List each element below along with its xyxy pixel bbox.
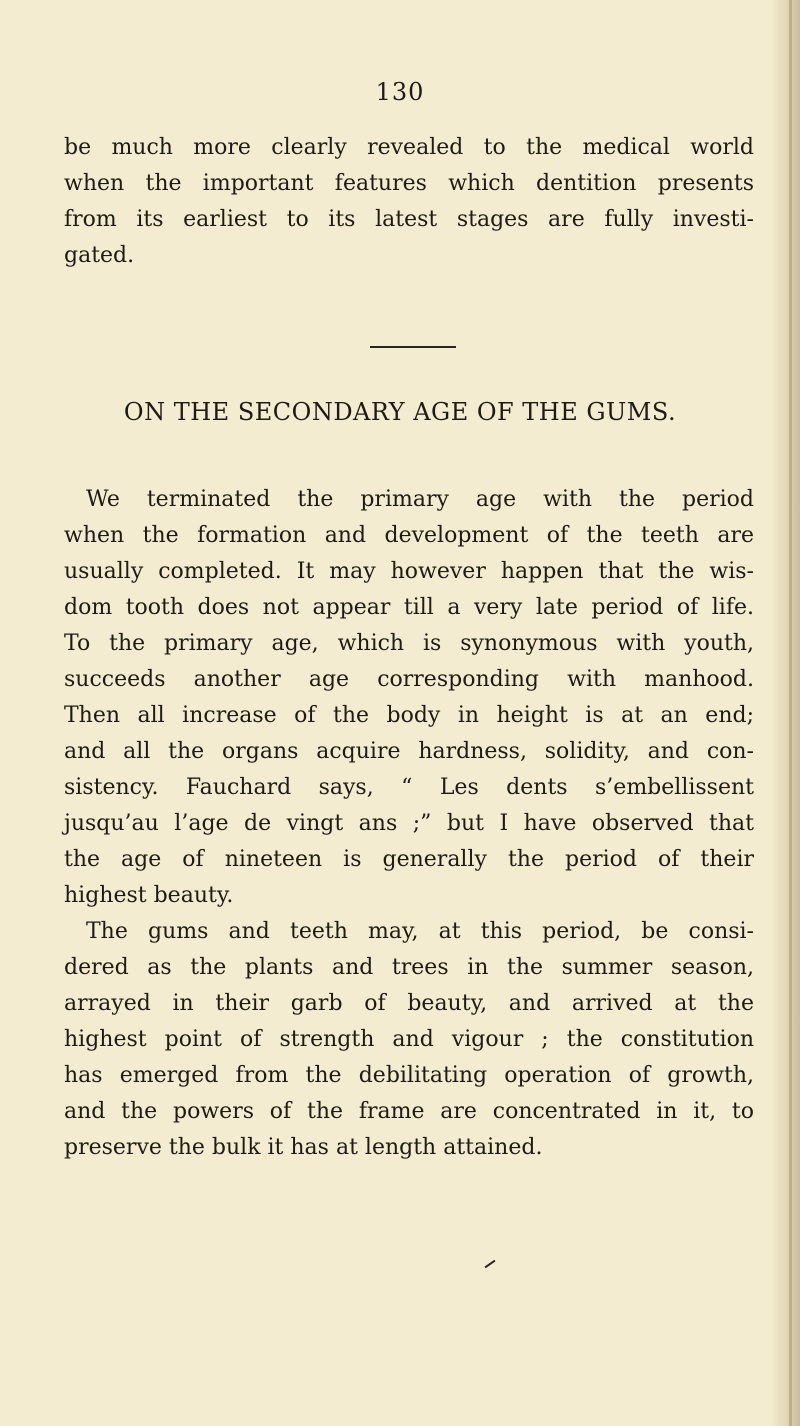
text-line: We terminated the primary age with the period bbox=[86, 487, 754, 512]
text-line: preserve the bulk it has at length attained. bbox=[64, 1135, 543, 1160]
page-edge bbox=[789, 0, 792, 1426]
text-line: gated. bbox=[64, 243, 135, 268]
stray-ink-mark bbox=[485, 1260, 496, 1269]
text-line: jusqu’au l’age de vingt ans ;” but I have observed that bbox=[64, 811, 754, 836]
opening-paragraph bbox=[64, 130, 754, 274]
text-line: from its earliest to its latest stages are fully investi- bbox=[64, 207, 754, 232]
text-line: be much more clearly revealed to the medical world bbox=[64, 135, 754, 160]
text-line: the age of nineteen is generally the period of their bbox=[64, 847, 754, 872]
text-line: has emerged from the debilitating operation of growth, bbox=[64, 1063, 754, 1088]
text-line: when the important features which dentition presents bbox=[64, 171, 754, 196]
text-line: and all the organs acquire hardness, solidity, and con- bbox=[64, 739, 754, 764]
paragraph-1 bbox=[64, 482, 754, 914]
section-divider bbox=[370, 346, 456, 348]
text-line: dered as the plants and trees in the summer season, bbox=[64, 955, 754, 980]
text-line: Then all increase of the body in height is at an end; bbox=[64, 703, 754, 728]
section-heading: ON THE SECONDARY AGE OF THE GUMS. bbox=[123, 398, 677, 426]
page-number: 130 bbox=[375, 78, 425, 106]
text-line: dom tooth does not appear till a very late period of life. bbox=[64, 595, 754, 620]
text-line: succeeds another age corresponding with manhood. bbox=[64, 667, 754, 692]
text-line: and the powers of the frame are concentrated in it, to bbox=[64, 1099, 754, 1124]
text-line: arrayed in their garb of beauty, and arrived at the bbox=[64, 991, 754, 1016]
text-line: The gums and teeth may, at this period, be consi- bbox=[86, 919, 754, 944]
text-line: highest point of strength and vigour ; the constitution bbox=[64, 1027, 754, 1052]
text-line: To the primary age, which is synonymous with youth, bbox=[64, 631, 754, 656]
text-line: when the formation and development of the teeth are bbox=[64, 523, 754, 548]
text-line: highest beauty. bbox=[64, 883, 234, 908]
text-line: sistency. Fauchard says, “ Les dents s’embellissent bbox=[64, 775, 754, 800]
paragraph-2 bbox=[64, 914, 754, 1166]
text-line: usually completed. It may however happen that the wis- bbox=[64, 559, 754, 584]
